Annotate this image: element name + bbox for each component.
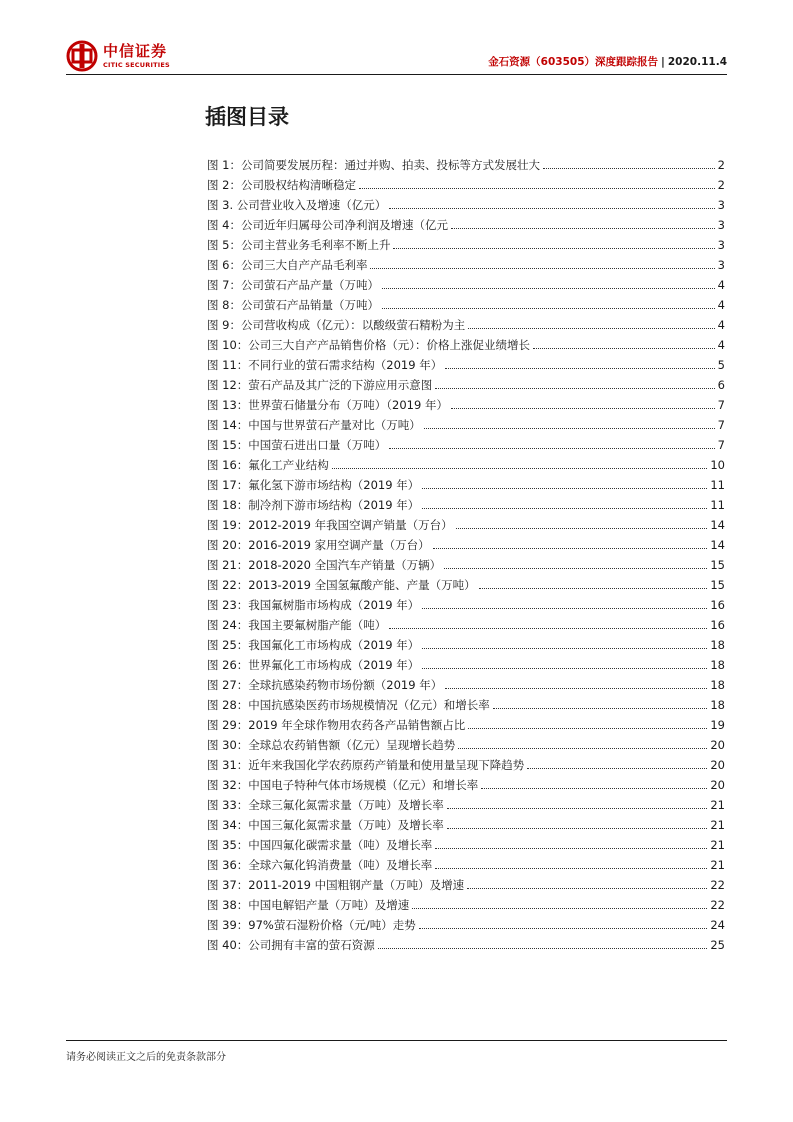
toc-entry[interactable] [207,317,725,337]
toc-leader-dots [433,548,708,549]
logo-name-cn: 中信证券 [103,41,168,60]
toc-entry-label: 图 39：97%萤石湿粉价格（元/吨）走势 [207,918,416,932]
toc-entry-page: 4 [717,318,725,332]
toc-leader-dots [389,208,714,209]
toc-entry[interactable] [207,937,725,957]
toc-leader-dots [435,868,707,869]
toc-leader-dots [389,448,714,449]
toc-entry-page: 7 [717,418,725,432]
toc-entry-label: 图 37：2011-2019 中国粗钢产量（万吨）及增速 [207,878,465,892]
report-header [488,54,727,69]
toc-leader-dots [445,368,714,369]
toc-entry-label: 图 33：全球三氟化氮需求量（万吨）及增长率 [207,798,444,812]
toc-leader-dots [481,788,707,789]
toc-entry-page: 15 [710,558,725,572]
toc-entry-page: 20 [710,758,725,772]
toc-leader-dots [451,408,715,409]
toc-entry-label: 图 25：我国氟化工市场构成（2019 年） [207,638,420,652]
footer-disclaimer: 请务必阅读正文之后的免责条款部分 [66,1052,226,1063]
toc-entry-page: 2 [717,178,725,192]
toc-entry-label: 图 38：中国电解铝产量（万吨）及增速 [207,898,410,912]
toc-entry-page: 3 [717,238,725,252]
toc-entry-label: 图 24：我国主要氟树脂产能（吨） [207,618,387,632]
toc-entry[interactable] [207,597,725,617]
toc-leader-dots [468,728,707,729]
toc-entry[interactable] [207,637,725,657]
toc-entry[interactable] [207,517,725,537]
header-separator: | [661,56,665,68]
footer-divider [66,1040,727,1041]
toc-leader-dots [456,528,708,529]
toc-leader-dots [382,308,715,309]
citic-emblem-icon [66,40,98,72]
toc-entry[interactable] [207,257,725,277]
toc-entry[interactable] [207,577,725,597]
toc-leader-dots [422,608,707,609]
toc-entry-label: 图 22：2013-2019 全国氢氟酸产能、产量（万吨） [207,578,476,592]
toc-entry-label: 图 3. 公司营业收入及增速（亿元） [207,198,387,212]
toc-leader-dots [422,668,707,669]
toc-leader-dots [435,848,707,849]
toc-entry[interactable] [207,917,725,937]
toc-entry-page: 10 [710,458,725,472]
toc-entry[interactable] [207,477,725,497]
toc-entry[interactable] [207,897,725,917]
toc-entry-label: 图 36：全球六氟化钨消费量（吨）及增长率 [207,858,433,872]
toc-entry[interactable] [207,797,725,817]
toc-leader-dots [422,648,707,649]
toc-entry-page: 16 [710,598,725,612]
toc-entry-label: 图 40：公司拥有丰富的萤石资源 [207,938,375,952]
toc-entry-page: 4 [717,338,725,352]
toc-leader-dots [467,888,707,889]
toc-entry[interactable] [207,537,725,557]
toc-entry-label: 图 4：公司近年归属母公司净利润及增速（亿元 [207,218,448,232]
toc-leader-dots [382,288,715,289]
figure-list [207,157,725,957]
toc-entry-label: 图 29：2019 年全球作物用农药各产品销售额占比 [207,718,466,732]
toc-entry-page: 11 [710,498,725,512]
toc-leader-dots [527,768,707,769]
header-divider [66,74,727,75]
toc-entry[interactable] [207,837,725,857]
toc-entry-label: 图 13：世界萤石储量分布（万吨）（2019 年） [207,398,448,412]
toc-entry-page: 3 [717,218,725,232]
toc-leader-dots [393,248,714,249]
toc-entry[interactable] [207,197,725,217]
toc-entry-label: 图 20：2016-2019 家用空调产量（万台） [207,538,430,552]
toc-entry-label: 图 6：公司三大自产产品毛利率 [207,258,368,272]
toc-entry-label: 图 5：公司主营业务毛利率不断上升 [207,238,391,252]
toc-entry-label: 图 32：中国电子特种气体市场规模（亿元）和增长率 [207,778,479,792]
toc-entry-page: 25 [710,938,725,952]
toc-leader-dots [447,828,708,829]
report-date: 2020.11.4 [667,56,727,68]
toc-entry-label: 图 23：我国氟树脂市场构成（2019 年） [207,598,420,612]
toc-entry-page: 14 [710,518,725,532]
toc-leader-dots [435,388,714,389]
toc-entry-page: 4 [717,298,725,312]
logo-name-en: CITIC SECURITIES [103,60,170,69]
toc-entry-page: 22 [710,898,725,912]
toc-entry-label: 图 28：中国抗感染医药市场规模情况（亿元）和增长率 [207,698,490,712]
toc-entry[interactable] [207,557,725,577]
toc-entry-label: 图 12：萤石产品及其广泛的下游应用示意图 [207,378,433,392]
toc-entry-page: 3 [717,258,725,272]
toc-entry-label: 图 27：全球抗感染药物市场份额（2019 年） [207,678,443,692]
toc-entry[interactable] [207,417,725,437]
toc-leader-dots [378,948,708,949]
toc-entry-label: 图 2：公司股权结构清晰稳定 [207,178,356,192]
toc-entry-label: 图 19：2012-2019 年我国空调产销量（万台） [207,518,453,532]
toc-leader-dots [451,228,715,229]
toc-leader-dots [422,508,707,509]
toc-entry-page: 18 [710,658,725,672]
toc-entry[interactable] [207,877,725,897]
toc-leader-dots [543,168,715,169]
toc-entry-page: 11 [710,478,725,492]
toc-entry-label: 图 30：全球总农药销售额（亿元）呈现增长趋势 [207,738,456,752]
toc-entry-label: 图 17：氟化氢下游市场结构（2019 年） [207,478,420,492]
toc-leader-dots [479,588,708,589]
toc-entry-label: 图 16：氟化工产业结构 [207,458,329,472]
toc-entry-label: 图 21：2018-2020 全国汽车产销量（万辆） [207,558,442,572]
toc-leader-dots [447,808,708,809]
toc-entry[interactable] [207,617,725,637]
toc-entry[interactable] [207,177,725,197]
toc-entry[interactable] [207,717,725,737]
section-title: 插图目录 [205,105,289,129]
toc-leader-dots [412,908,707,909]
toc-entry[interactable] [207,497,725,517]
toc-entry[interactable] [207,857,725,877]
toc-entry[interactable] [207,377,725,397]
toc-entry-page: 20 [710,738,725,752]
toc-leader-dots [468,328,714,329]
toc-entry-page: 5 [717,358,725,372]
toc-leader-dots [389,628,707,629]
toc-entry-page: 2 [717,158,725,172]
toc-entry[interactable] [207,157,725,177]
toc-entry[interactable] [207,757,725,777]
toc-entry-page: 19 [710,718,725,732]
toc-entry[interactable] [207,437,725,457]
toc-entry-label: 图 8：公司萤石产品销量（万吨） [207,298,379,312]
toc-entry-label: 图 31：近年来我国化学农药原药产销量和使用量呈现下降趋势 [207,758,525,772]
toc-entry[interactable] [207,357,725,377]
toc-entry-label: 图 15：中国萤石进出口量（万吨） [207,438,387,452]
toc-entry[interactable] [207,397,725,417]
toc-leader-dots [444,568,707,569]
toc-entry[interactable] [207,237,725,257]
toc-entry-label: 图 10：公司三大自产产品销售价格（元）：价格上涨促业绩增长 [207,338,531,352]
toc-entry-page: 24 [710,918,725,932]
toc-leader-dots [422,488,707,489]
toc-entry-page: 18 [710,638,725,652]
toc-entry-label: 图 14：中国与世界萤石产量对比（万吨） [207,418,421,432]
toc-entry-label: 图 7：公司萤石产品产量（万吨） [207,278,379,292]
toc-leader-dots [445,688,707,689]
toc-entry-label: 图 9：公司营收构成（亿元）：以酸级萤石精粉为主 [207,318,466,332]
toc-entry-page: 16 [710,618,725,632]
toc-entry-page: 21 [710,838,725,852]
toc-entry[interactable] [207,457,725,477]
toc-entry-page: 21 [710,858,725,872]
toc-entry-label: 图 18：制冷剂下游市场结构（2019 年） [207,498,420,512]
toc-entry-label: 图 35：中国四氟化碳需求量（吨）及增长率 [207,838,433,852]
toc-entry[interactable] [207,817,725,837]
toc-entry-page: 7 [717,398,725,412]
toc-entry-page: 3 [717,198,725,212]
toc-entry[interactable] [207,777,725,797]
toc-leader-dots [533,348,715,349]
toc-leader-dots [493,708,708,709]
toc-entry[interactable] [207,277,725,297]
report-title: 金石资源（603505）深度跟踪报告 [488,56,659,68]
toc-entry-page: 4 [717,278,725,292]
toc-entry-label: 图 11：不同行业的萤石需求结构（2019 年） [207,358,443,372]
toc-leader-dots [419,928,708,929]
toc-entry-page: 18 [710,698,725,712]
toc-entry[interactable] [207,697,725,717]
toc-entry-label: 图 34：中国三氟化氮需求量（万吨）及增长率 [207,818,444,832]
toc-entry-label: 图 1：公司简要发展历程：通过并购、拍卖、投标等方式发展壮大 [207,158,540,172]
toc-entry[interactable] [207,217,725,237]
toc-leader-dots [424,428,715,429]
citic-logo [66,38,170,74]
toc-entry[interactable] [207,737,725,757]
toc-entry[interactable] [207,657,725,677]
toc-entry-page: 20 [710,778,725,792]
toc-entry[interactable] [207,297,725,317]
toc-leader-dots [458,748,707,749]
toc-entry-page: 15 [710,578,725,592]
toc-entry-page: 21 [710,818,725,832]
toc-entry-page: 18 [710,678,725,692]
toc-entry-page: 7 [717,438,725,452]
toc-entry-label: 图 26：世界氟化工市场构成（2019 年） [207,658,420,672]
toc-entry-page: 22 [710,878,725,892]
toc-leader-dots [370,268,714,269]
toc-entry-page: 6 [717,378,725,392]
toc-entry-page: 21 [710,798,725,812]
toc-leader-dots [332,468,708,469]
toc-leader-dots [359,188,715,189]
toc-entry-page: 14 [710,538,725,552]
toc-entry[interactable] [207,677,725,697]
toc-entry[interactable] [207,337,725,357]
